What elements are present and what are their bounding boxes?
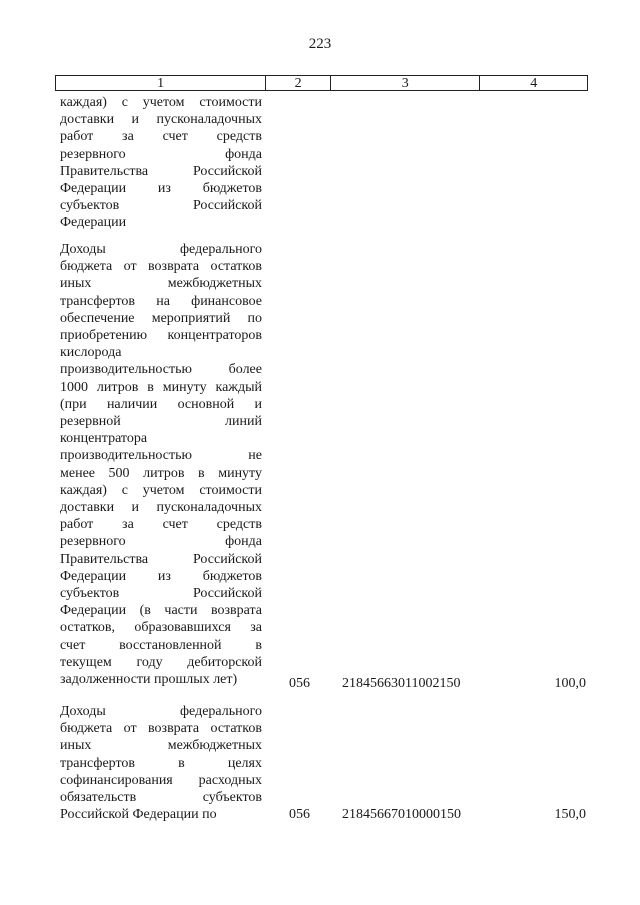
page-number: 223 <box>308 36 332 52</box>
description-line: каждая) с учетом стоимости <box>60 95 262 110</box>
header-col-4: 4 <box>479 76 587 90</box>
row-1-description <box>60 241 262 688</box>
row-2-description <box>60 703 262 823</box>
header-col-2: 2 <box>265 76 330 90</box>
description-line: приобретению концентраторов <box>60 328 262 344</box>
header-col-3: 3 <box>330 76 479 90</box>
continuation-description <box>60 94 262 232</box>
description-line: доставки и пусконаладочных <box>60 500 262 516</box>
row-1-amount: 100,0 <box>554 676 586 691</box>
description-line: резервного фонда <box>60 146 262 162</box>
description-line: концентратора <box>60 431 148 447</box>
description-line: иных межбюджетных <box>60 276 262 292</box>
description-line: бюджета от возврата остатков <box>60 721 262 737</box>
description-line: субъектов Российской <box>60 198 262 214</box>
description-line: бюджета от возврата остатков <box>60 259 262 275</box>
row-2-budget-code: 21845667010000150 <box>342 807 461 822</box>
row-2-admin-code: 056 <box>289 807 310 822</box>
description-line: Федерации <box>60 215 127 231</box>
description-line: кислорода <box>60 345 122 361</box>
description-line: Правительства Российской <box>60 163 262 179</box>
description-line: остатков, образовавшихся за <box>60 620 262 636</box>
description-line: задолженности прошлых лет) <box>60 672 238 688</box>
description-line: доставки и пусконаладочных <box>60 112 262 128</box>
description-line: производительностью не <box>60 448 262 464</box>
description-line: текущем году дебиторской <box>60 654 262 670</box>
description-line: трансфертов на финансовое <box>60 293 262 309</box>
description-line: Доходы федерального <box>60 704 262 719</box>
description-line: трансфертов в целях <box>60 755 262 771</box>
row-1-admin-code: 056 <box>289 676 310 691</box>
row-1-budget-code: 21845663011002150 <box>342 676 461 691</box>
description-line: работ за счет средств <box>60 129 262 145</box>
description-line: Российской Федерации по <box>60 807 217 823</box>
description-line: Доходы федерального <box>60 242 262 257</box>
description-line: менее 500 литров в минуту <box>60 465 262 481</box>
description-line: Правительства Российской <box>60 551 262 567</box>
description-line: 1000 литров в минуту каждый <box>60 379 262 395</box>
description-line: счет восстановленной в <box>60 637 262 653</box>
description-line: Федерации из бюджетов <box>60 181 262 197</box>
table-header-row <box>55 75 588 91</box>
description-line: Федерации (в части возврата <box>60 603 262 619</box>
row-2-amount: 150,0 <box>554 807 586 822</box>
description-line: (при наличии основной и <box>60 396 262 412</box>
description-line: иных межбюджетных <box>60 738 262 754</box>
description-line: субъектов Российской <box>60 586 262 602</box>
description-line: обязательств субъектов <box>60 790 262 806</box>
description-line: производительностью более <box>60 362 262 378</box>
description-line: Федерации из бюджетов <box>60 568 262 584</box>
description-line: работ за счет средств <box>60 517 262 533</box>
description-line: каждая) с учетом стоимости <box>60 482 262 498</box>
description-line: резервного фонда <box>60 534 262 550</box>
description-line: софинансирования расходных <box>60 772 262 788</box>
description-line: резервной линий <box>60 414 262 430</box>
description-line: обеспечение мероприятий по <box>60 310 262 326</box>
header-col-1: 1 <box>157 76 165 91</box>
